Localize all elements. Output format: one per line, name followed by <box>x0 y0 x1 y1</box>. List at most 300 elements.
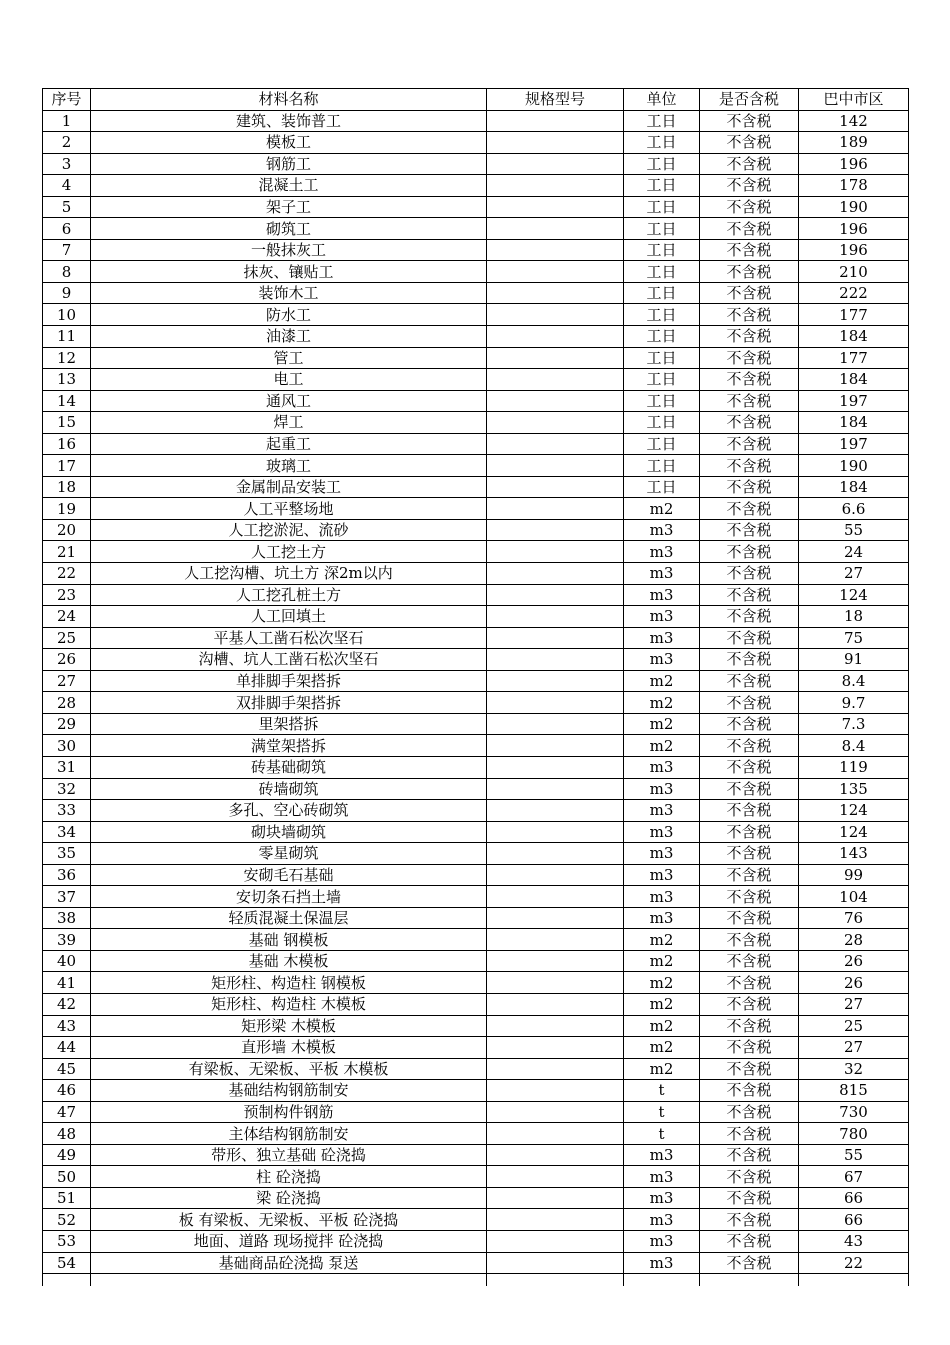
cell-unit: t <box>624 1123 700 1145</box>
cell-material-name: 满堂架搭拆 <box>91 735 487 757</box>
table-row <box>43 821 909 843</box>
cell-index: 48 <box>43 1123 91 1145</box>
cell-tax-included: 不含税 <box>700 713 799 735</box>
cell-index: 38 <box>43 907 91 929</box>
cell-price: 189 <box>799 132 909 154</box>
cell-unit: m3 <box>624 886 700 908</box>
cell-material-name: 基础 钢模板 <box>91 929 487 951</box>
cell-material-name: 双排脚手架搭拆 <box>91 692 487 714</box>
table-row <box>43 390 909 412</box>
table-row <box>43 261 909 283</box>
header-row <box>43 89 909 111</box>
cell-price: 6.6 <box>799 498 909 520</box>
cell-tax-included: 不含税 <box>700 1230 799 1252</box>
cell-price: 67 <box>799 1166 909 1188</box>
cell-index: 50 <box>43 1166 91 1188</box>
cell-unit: t <box>624 1101 700 1123</box>
cell-material-name: 矩形梁 木模板 <box>91 1015 487 1037</box>
table-header <box>43 89 909 111</box>
cell-price: 9.7 <box>799 692 909 714</box>
cell-material-name: 砖基础砌筑 <box>91 756 487 778</box>
cell-tax-included: 不含税 <box>700 778 799 800</box>
cell-material-name: 人工挖淤泥、流砂 <box>91 519 487 541</box>
cell-tax-included: 不含税 <box>700 541 799 563</box>
table-row <box>43 282 909 304</box>
cell-spec-model <box>487 972 624 994</box>
table-row <box>43 1166 909 1188</box>
cell-price: 7.3 <box>799 713 909 735</box>
cell-material-name: 模板工 <box>91 132 487 154</box>
table-row <box>43 929 909 951</box>
cell-price: 196 <box>799 239 909 261</box>
cell-index: 36 <box>43 864 91 886</box>
cell-tax-included: 不含税 <box>700 369 799 391</box>
cell-spec-model <box>487 606 624 628</box>
cell-spec-model <box>487 218 624 240</box>
cell-price: 26 <box>799 972 909 994</box>
cell-spec-model <box>487 519 624 541</box>
cell-index: 15 <box>43 412 91 434</box>
cell-spec-model <box>487 1037 624 1059</box>
cell-spec-model <box>487 735 624 757</box>
cell-material-name: 钢筋工 <box>91 153 487 175</box>
cell-tax-included: 不含税 <box>700 1058 799 1080</box>
cell-unit: 工日 <box>624 369 700 391</box>
cell-index: 6 <box>43 218 91 240</box>
cell-unit: m2 <box>624 1058 700 1080</box>
cell-material-name: 防水工 <box>91 304 487 326</box>
cell-tax-included: 不含税 <box>700 390 799 412</box>
cell-spec-model <box>487 993 624 1015</box>
table-row <box>43 541 909 563</box>
table-row <box>43 972 909 994</box>
cell-unit: m3 <box>624 649 700 671</box>
col-header-spec-model: 规格型号 <box>487 89 624 111</box>
cell-unit: m2 <box>624 670 700 692</box>
table-body <box>43 110 909 1286</box>
col-header-material-name: 材料名称 <box>91 89 487 111</box>
table-row <box>43 304 909 326</box>
empty-cell <box>624 1274 700 1287</box>
cell-price: 119 <box>799 756 909 778</box>
cell-material-name: 焊工 <box>91 412 487 434</box>
table-row <box>43 1144 909 1166</box>
cell-tax-included: 不含税 <box>700 993 799 1015</box>
cell-price: 142 <box>799 110 909 132</box>
cell-index: 39 <box>43 929 91 951</box>
cell-spec-model <box>487 369 624 391</box>
cell-material-name: 装饰木工 <box>91 282 487 304</box>
cell-index: 27 <box>43 670 91 692</box>
cell-index: 28 <box>43 692 91 714</box>
cell-tax-included: 不含税 <box>700 1144 799 1166</box>
table-row <box>43 1015 909 1037</box>
cell-spec-model <box>487 304 624 326</box>
cell-unit: m3 <box>624 541 700 563</box>
cell-index: 35 <box>43 843 91 865</box>
cell-material-name: 砖墙砌筑 <box>91 778 487 800</box>
table-row <box>43 1209 909 1231</box>
table-row <box>43 476 909 498</box>
cell-tax-included: 不含税 <box>700 843 799 865</box>
empty-cell <box>91 1274 487 1287</box>
table-row <box>43 606 909 628</box>
cell-unit: m3 <box>624 1230 700 1252</box>
cell-price: 143 <box>799 843 909 865</box>
table-row <box>43 800 909 822</box>
cell-price: 27 <box>799 1037 909 1059</box>
table-row <box>43 1252 909 1274</box>
cell-index: 25 <box>43 627 91 649</box>
cell-unit: m2 <box>624 972 700 994</box>
cell-tax-included: 不含税 <box>700 1037 799 1059</box>
cell-index: 54 <box>43 1252 91 1274</box>
table-row <box>43 627 909 649</box>
cell-index: 11 <box>43 326 91 348</box>
cell-price: 184 <box>799 326 909 348</box>
cell-price: 780 <box>799 1123 909 1145</box>
cell-tax-included: 不含税 <box>700 1015 799 1037</box>
cell-price: 27 <box>799 993 909 1015</box>
cell-spec-model <box>487 412 624 434</box>
cell-price: 99 <box>799 864 909 886</box>
cell-unit: m3 <box>624 756 700 778</box>
cell-unit: m2 <box>624 1015 700 1037</box>
cell-unit: m3 <box>624 1144 700 1166</box>
cell-index: 41 <box>43 972 91 994</box>
cell-spec-model <box>487 261 624 283</box>
cell-spec-model <box>487 175 624 197</box>
cell-price: 8.4 <box>799 670 909 692</box>
cell-spec-model <box>487 347 624 369</box>
cell-spec-model <box>487 821 624 843</box>
cell-price: 18 <box>799 606 909 628</box>
cell-price: 210 <box>799 261 909 283</box>
cell-index: 7 <box>43 239 91 261</box>
table-row <box>43 1230 909 1252</box>
cell-price: 43 <box>799 1230 909 1252</box>
price-table <box>42 88 909 1286</box>
cell-material-name: 砌筑工 <box>91 218 487 240</box>
cell-unit: 工日 <box>624 455 700 477</box>
table-row <box>43 670 909 692</box>
cell-spec-model <box>487 1252 624 1274</box>
cell-tax-included: 不含税 <box>700 627 799 649</box>
cell-price: 184 <box>799 369 909 391</box>
cell-unit: m3 <box>624 1209 700 1231</box>
table-row <box>43 153 909 175</box>
cell-price: 24 <box>799 541 909 563</box>
table-row <box>43 584 909 606</box>
cell-unit: 工日 <box>624 175 700 197</box>
cell-spec-model <box>487 929 624 951</box>
cell-price: 184 <box>799 476 909 498</box>
cell-unit: m2 <box>624 1037 700 1059</box>
table-row <box>43 132 909 154</box>
cell-price: 25 <box>799 1015 909 1037</box>
cell-price: 124 <box>799 821 909 843</box>
cell-spec-model <box>487 1209 624 1231</box>
cell-spec-model <box>487 670 624 692</box>
cell-unit: m3 <box>624 800 700 822</box>
cell-unit: m2 <box>624 993 700 1015</box>
cell-tax-included: 不含税 <box>700 519 799 541</box>
cell-price: 196 <box>799 153 909 175</box>
cell-spec-model <box>487 1101 624 1123</box>
cell-tax-included: 不含税 <box>700 1166 799 1188</box>
cell-tax-included: 不含税 <box>700 756 799 778</box>
cell-spec-model <box>487 455 624 477</box>
cell-price: 177 <box>799 304 909 326</box>
cell-price: 104 <box>799 886 909 908</box>
cell-price: 190 <box>799 196 909 218</box>
cell-unit: m3 <box>624 519 700 541</box>
cell-unit: m3 <box>624 864 700 886</box>
cell-material-name: 安切条石挡土墙 <box>91 886 487 908</box>
cell-tax-included: 不含税 <box>700 864 799 886</box>
table-row <box>43 756 909 778</box>
cell-tax-included: 不含税 <box>700 649 799 671</box>
cell-index: 34 <box>43 821 91 843</box>
cell-spec-model <box>487 110 624 132</box>
table-row <box>43 455 909 477</box>
cell-index: 2 <box>43 132 91 154</box>
cell-unit: m3 <box>624 778 700 800</box>
cell-unit: m3 <box>624 606 700 628</box>
table-row <box>43 1101 909 1123</box>
cell-spec-model <box>487 476 624 498</box>
cell-price: 815 <box>799 1080 909 1102</box>
table-row <box>43 1080 909 1102</box>
table-row <box>43 649 909 671</box>
cell-material-name: 主体结构钢筋制安 <box>91 1123 487 1145</box>
cell-unit: m2 <box>624 950 700 972</box>
cell-spec-model <box>487 864 624 886</box>
cell-spec-model <box>487 153 624 175</box>
cell-index: 40 <box>43 950 91 972</box>
cell-index: 1 <box>43 110 91 132</box>
cell-material-name: 建筑、装饰普工 <box>91 110 487 132</box>
col-header-index: 序号 <box>43 89 91 111</box>
cell-unit: 工日 <box>624 282 700 304</box>
cell-material-name: 板 有梁板、无梁板、平板 砼浇捣 <box>91 1209 487 1231</box>
cell-material-name: 零星砌筑 <box>91 843 487 865</box>
cell-unit: m2 <box>624 498 700 520</box>
cell-material-name: 抹灰、镶贴工 <box>91 261 487 283</box>
cell-index: 17 <box>43 455 91 477</box>
cell-tax-included: 不含税 <box>700 326 799 348</box>
cell-index: 37 <box>43 886 91 908</box>
cell-unit: m3 <box>624 907 700 929</box>
table-row <box>43 1123 909 1145</box>
cell-spec-model <box>487 843 624 865</box>
cell-unit: 工日 <box>624 132 700 154</box>
cell-price: 55 <box>799 1144 909 1166</box>
cell-unit: m3 <box>624 1166 700 1188</box>
cell-index: 19 <box>43 498 91 520</box>
cell-spec-model <box>487 756 624 778</box>
cell-unit: 工日 <box>624 412 700 434</box>
cell-index: 4 <box>43 175 91 197</box>
cell-material-name: 人工挖沟槽、坑土方 深2m以内 <box>91 563 487 585</box>
cell-spec-model <box>487 563 624 585</box>
cell-tax-included: 不含税 <box>700 218 799 240</box>
cell-material-name: 地面、道路 现场搅拌 砼浇捣 <box>91 1230 487 1252</box>
cell-tax-included: 不含税 <box>700 584 799 606</box>
cell-material-name: 直形墙 木模板 <box>91 1037 487 1059</box>
cell-index: 32 <box>43 778 91 800</box>
cell-material-name: 玻璃工 <box>91 455 487 477</box>
cell-unit: 工日 <box>624 433 700 455</box>
cell-index: 42 <box>43 993 91 1015</box>
cell-tax-included: 不含税 <box>700 1252 799 1274</box>
cell-material-name: 平基人工凿石松次坚石 <box>91 627 487 649</box>
table-row <box>43 950 909 972</box>
cell-material-name: 一般抹灰工 <box>91 239 487 261</box>
cell-material-name: 基础 木模板 <box>91 950 487 972</box>
cell-tax-included: 不含税 <box>700 282 799 304</box>
cell-tax-included: 不含税 <box>700 433 799 455</box>
cell-material-name: 有梁板、无梁板、平板 木模板 <box>91 1058 487 1080</box>
cell-material-name: 人工挖孔桩土方 <box>91 584 487 606</box>
cell-unit: m3 <box>624 843 700 865</box>
cell-price: 197 <box>799 433 909 455</box>
cell-spec-model <box>487 326 624 348</box>
cell-tax-included: 不含税 <box>700 821 799 843</box>
cell-material-name: 混凝土工 <box>91 175 487 197</box>
table-row <box>43 864 909 886</box>
cell-unit: 工日 <box>624 218 700 240</box>
cell-index: 49 <box>43 1144 91 1166</box>
table-row <box>43 563 909 585</box>
cell-tax-included: 不含税 <box>700 972 799 994</box>
cell-price: 196 <box>799 218 909 240</box>
cell-spec-model <box>487 907 624 929</box>
cell-material-name: 单排脚手架搭拆 <box>91 670 487 692</box>
cell-tax-included: 不含税 <box>700 1187 799 1209</box>
cell-tax-included: 不含税 <box>700 1123 799 1145</box>
cell-tax-included: 不含税 <box>700 929 799 951</box>
cell-tax-included: 不含税 <box>700 261 799 283</box>
table-row <box>43 907 909 929</box>
table-row <box>43 735 909 757</box>
cell-tax-included: 不含税 <box>700 412 799 434</box>
cell-tax-included: 不含税 <box>700 692 799 714</box>
cell-tax-included: 不含税 <box>700 455 799 477</box>
cell-price: 66 <box>799 1187 909 1209</box>
table-row <box>43 519 909 541</box>
cell-tax-included: 不含税 <box>700 196 799 218</box>
cell-spec-model <box>487 498 624 520</box>
cell-spec-model <box>487 390 624 412</box>
cell-material-name: 柱 砼浇捣 <box>91 1166 487 1188</box>
cell-material-name: 人工挖土方 <box>91 541 487 563</box>
cell-spec-model <box>487 1123 624 1145</box>
cell-unit: m3 <box>624 821 700 843</box>
cell-material-name: 金属制品安装工 <box>91 476 487 498</box>
cell-unit: m3 <box>624 563 700 585</box>
cell-index: 22 <box>43 563 91 585</box>
col-header-tax-included: 是否含税 <box>700 89 799 111</box>
cell-index: 23 <box>43 584 91 606</box>
table-row <box>43 218 909 240</box>
cell-spec-model <box>487 1166 624 1188</box>
cell-spec-model <box>487 649 624 671</box>
table-row <box>43 692 909 714</box>
empty-cell <box>43 1274 91 1287</box>
cell-tax-included: 不含税 <box>700 239 799 261</box>
cell-tax-included: 不含税 <box>700 670 799 692</box>
cell-spec-model <box>487 1187 624 1209</box>
cell-tax-included: 不含税 <box>700 563 799 585</box>
cell-tax-included: 不含税 <box>700 1080 799 1102</box>
cell-unit: m2 <box>624 929 700 951</box>
cell-price: 55 <box>799 519 909 541</box>
cell-spec-model <box>487 1144 624 1166</box>
cell-price: 222 <box>799 282 909 304</box>
cell-index: 30 <box>43 735 91 757</box>
cell-spec-model <box>487 541 624 563</box>
cell-unit: 工日 <box>624 326 700 348</box>
cell-unit: 工日 <box>624 261 700 283</box>
cell-tax-included: 不含税 <box>700 907 799 929</box>
cell-index: 16 <box>43 433 91 455</box>
col-header-bazhong-city-price: 巴中市区 <box>799 89 909 111</box>
cell-material-name: 基础商品砼浇捣 泵送 <box>91 1252 487 1274</box>
cell-index: 52 <box>43 1209 91 1231</box>
cell-price: 135 <box>799 778 909 800</box>
cell-tax-included: 不含税 <box>700 606 799 628</box>
cell-material-name: 预制构件钢筋 <box>91 1101 487 1123</box>
table-row <box>43 196 909 218</box>
cell-spec-model <box>487 778 624 800</box>
cell-unit: m3 <box>624 1187 700 1209</box>
cell-index: 10 <box>43 304 91 326</box>
cell-index: 20 <box>43 519 91 541</box>
cell-index: 33 <box>43 800 91 822</box>
table-row <box>43 369 909 391</box>
cell-index: 31 <box>43 756 91 778</box>
cell-spec-model <box>487 433 624 455</box>
cell-tax-included: 不含税 <box>700 347 799 369</box>
cell-unit: 工日 <box>624 239 700 261</box>
table-row <box>43 778 909 800</box>
table-row <box>43 1058 909 1080</box>
table-row <box>43 347 909 369</box>
table-row <box>43 1037 909 1059</box>
cell-price: 730 <box>799 1101 909 1123</box>
cell-unit: m2 <box>624 692 700 714</box>
cell-spec-model <box>487 196 624 218</box>
cell-spec-model <box>487 132 624 154</box>
cell-index: 47 <box>43 1101 91 1123</box>
cell-material-name: 架子工 <box>91 196 487 218</box>
cell-price: 190 <box>799 455 909 477</box>
table-row <box>43 412 909 434</box>
cell-index: 21 <box>43 541 91 563</box>
cell-index: 14 <box>43 390 91 412</box>
table-row <box>43 993 909 1015</box>
cell-index: 24 <box>43 606 91 628</box>
cell-price: 8.4 <box>799 735 909 757</box>
cell-material-name: 起重工 <box>91 433 487 455</box>
cell-index: 45 <box>43 1058 91 1080</box>
cell-price: 27 <box>799 563 909 585</box>
cell-tax-included: 不含税 <box>700 110 799 132</box>
cell-tax-included: 不含税 <box>700 476 799 498</box>
cell-index: 26 <box>43 649 91 671</box>
cell-material-name: 油漆工 <box>91 326 487 348</box>
